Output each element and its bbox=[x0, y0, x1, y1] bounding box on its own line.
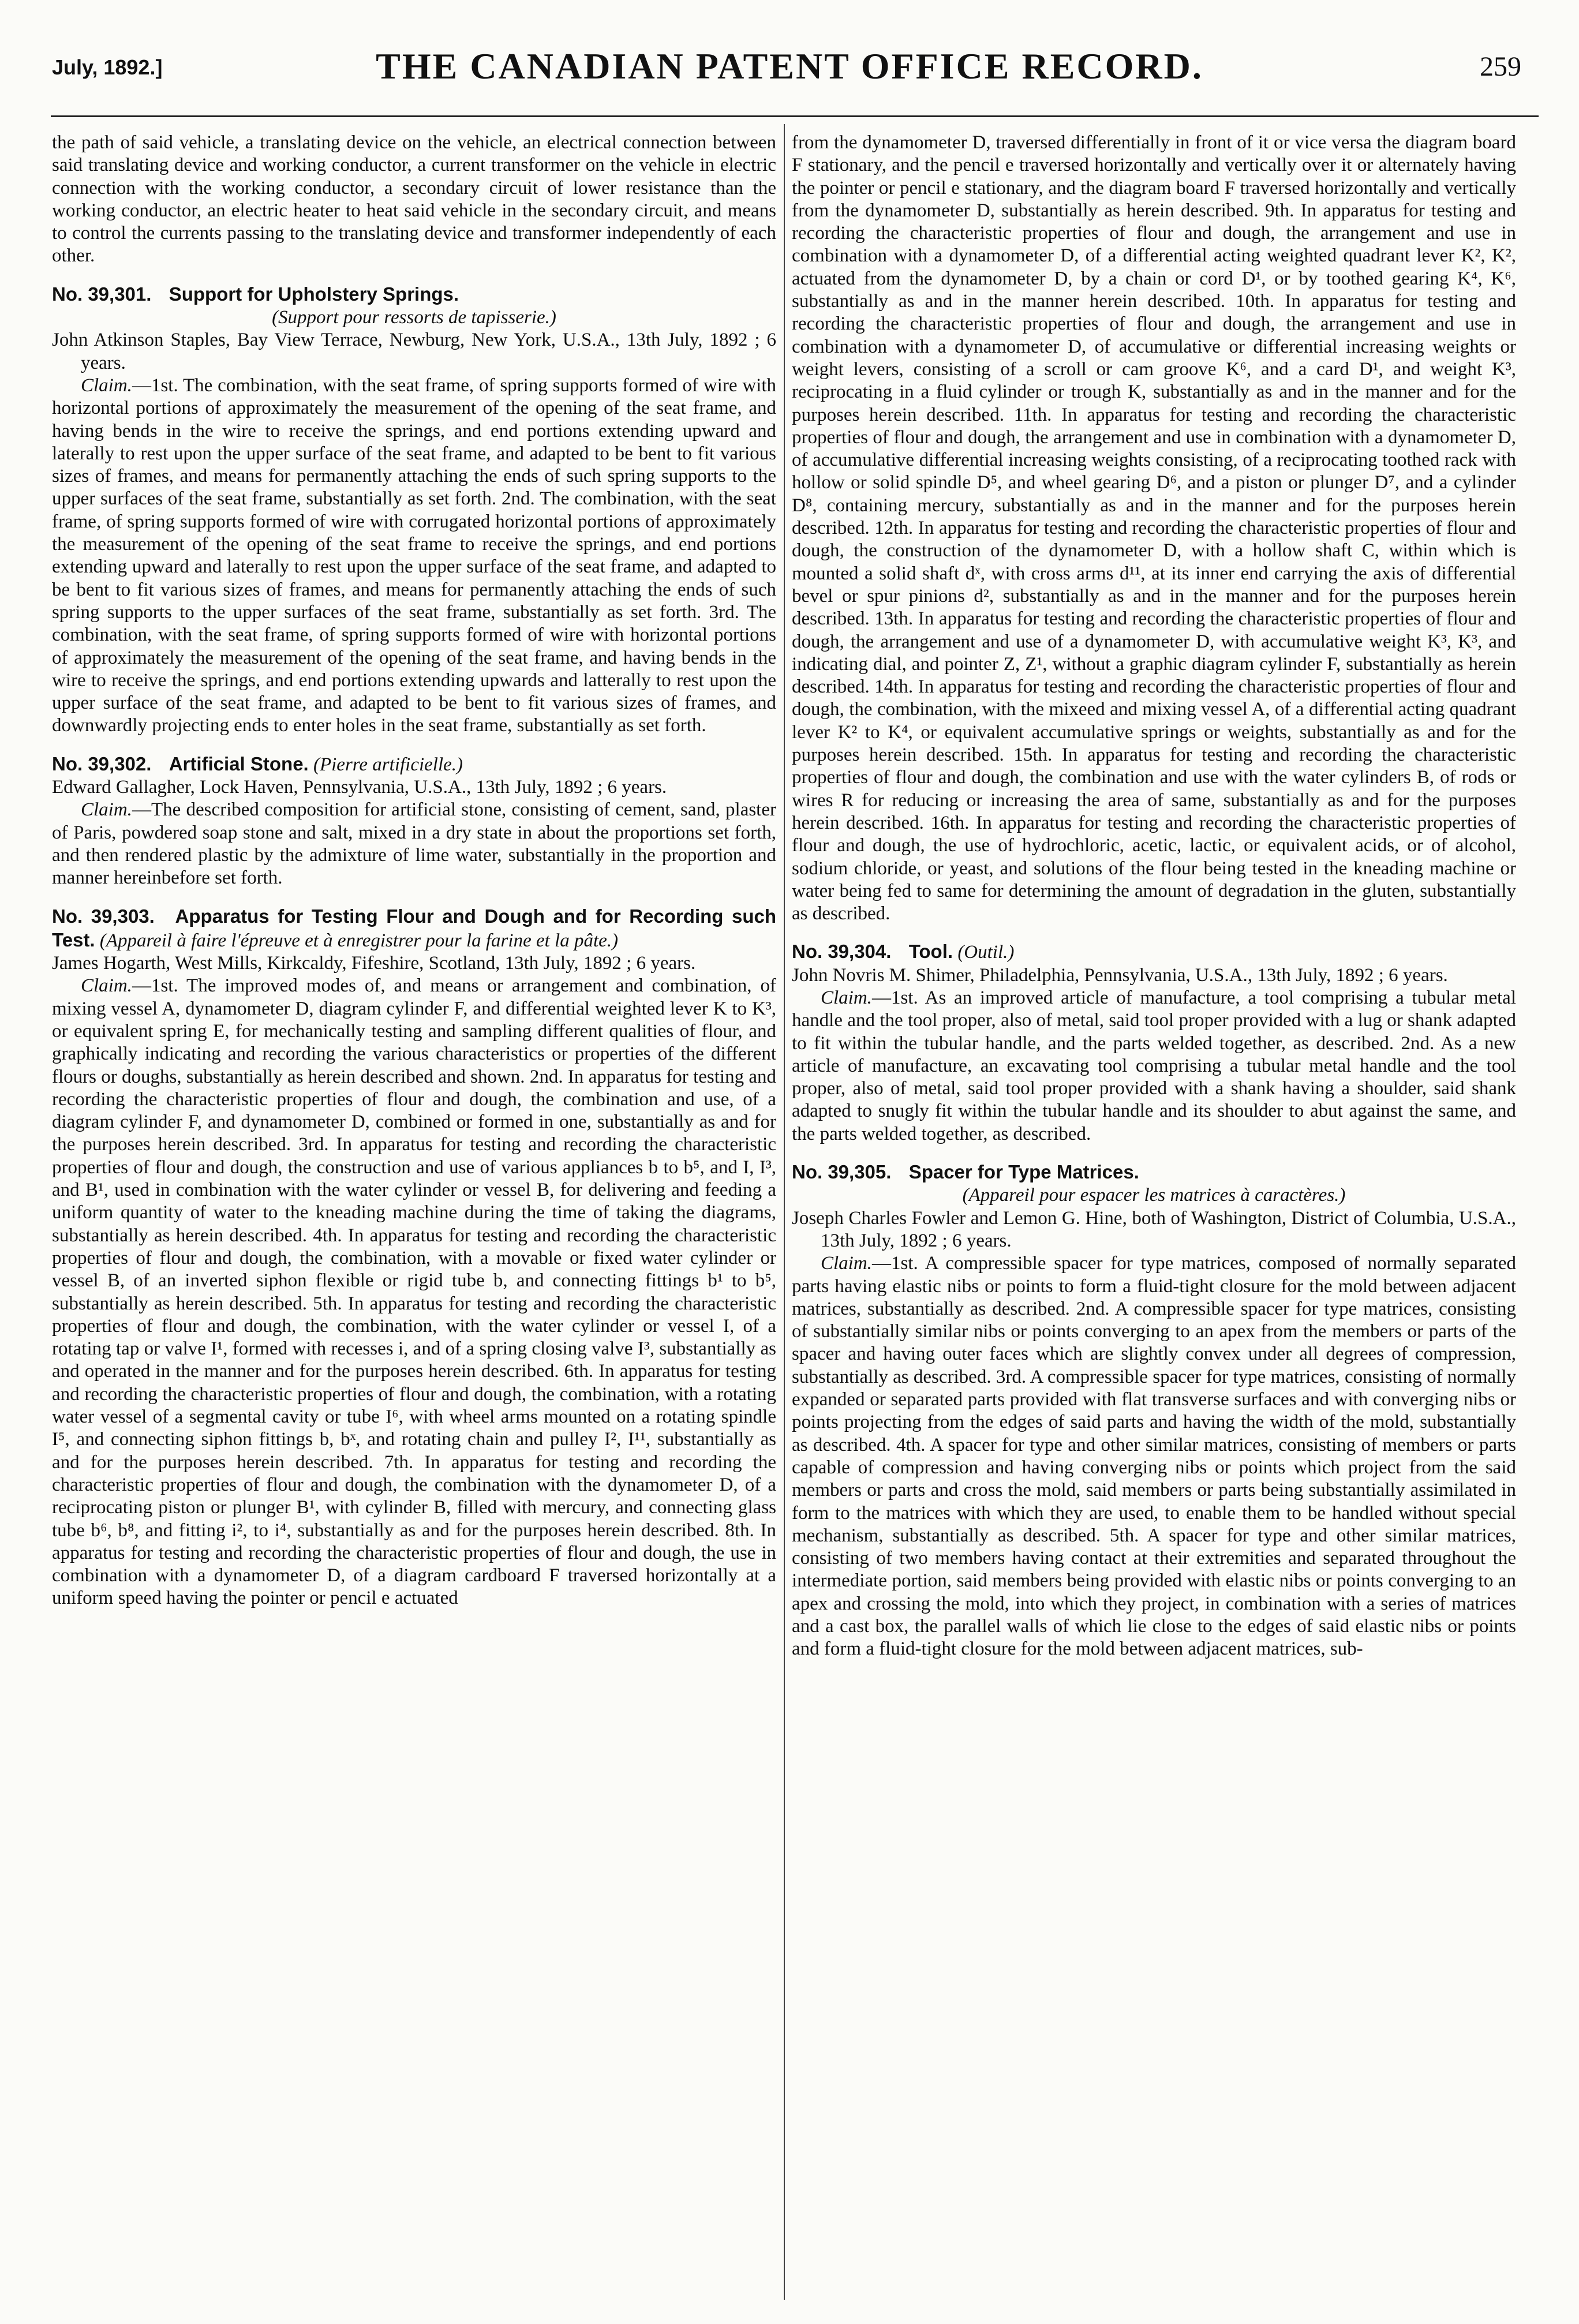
entry-french-title: (Outil.) bbox=[957, 942, 1015, 963]
entry-inventor: Joseph Charles Fowler and Lemon G. Hine, both of Washington, District of Columbia, U.S.A., 13th July, 1892 ; 6 years. bbox=[792, 1207, 1516, 1251]
header-date: July, 1892.] bbox=[52, 55, 163, 79]
claim-label: Claim. bbox=[821, 1253, 872, 1274]
page-header bbox=[35, 45, 1544, 91]
patent-entry-39303 bbox=[52, 905, 776, 1610]
continued-text: the path of said vehicle, a translating device on the vehicle, an electrical connection between said translating device and working conductor, a current transformer on the vehicle in electric connection with the working conductor, a secondary circuit of lower resistance than the working conductor, an electric heater to heat said vehicle in the secondary circuit, and means to control the currents passing to the translating device and transformer independently of each other. bbox=[52, 132, 776, 267]
entry-french-title: (Support pour ressorts de tapisserie.) bbox=[272, 307, 556, 328]
entry-number: No. 39,303. bbox=[52, 905, 155, 927]
continued-text: from the dynamometer D, traversed differentially in front of it or vice versa the diagram board F stationary, and the pencil e traversed horizontally and vertically over it or alternately having the pointer or pencil e stationary, and the diagram board F traversed horizontally and vertically from the dynamometer D, substantially as herein described. 9th. In apparatus for testing and recording the characteristic properties of flour and dough, the arrangement and use in combination with a dynamometer D, of a differential acting weighted quadrant lever K², K², actuated from the dynamometer D, by a chain or cord D¹, or by toothed gearing K⁴, K⁶, substantially as and in the manner herein described. 10th. In apparatus for testing and recording the characteristic properties of flour and dough, the arrangement and use in combination with a dynamometer D, of accumulative or differential increasing weights or weight levers, consisting of a scroll or cam groove K⁶, and a card D¹, and weight K³, reciprocating in a fluid cylinder or trough K, substantially as and in the manner and for the purposes herein described. 11th. In apparatus for testing and recording the characteristic properties of flour and dough, the arrangement and use in combination with a dynamometer D, of accumulative differential increasing weights consisting, of a reciprocating toothed rack with hollow or solid spindle D⁵, and wheel gearing D⁶, and a piston or plunger D⁷, and a cylinder D⁸, containing mercury, substantially as and in the manner and for the purposes herein described. 12th. In apparatus for testing and recording the characteristic properties of flour and dough, the construction of the dynamometer D, with a hollow shaft C, within which is mounted a solid shaft dˣ, with cross arms d¹¹, at its inner end carrying the axis of differential bevel or spur pinions d², substantially as and in the manner and for the purposes herein described. 13th. In apparatus for testing and recording the characteristic properties of flour and dough, the arrangement and use of a dynamometer D, with accumulative weight K³, K³, and indicating dial, and pointer Z, Z¹, without a graphic diagram cylinder F, substantially as herein described. 14th. In apparatus for testing and recording the characteristic properties of flour and dough, the combination, with the mixeed and mixing vessel A, of a differential acting quadrant lever K² to K⁴, or equivalent accumulative springs or weights, substantially as and for the purposes herein described. 15th. In apparatus for testing and recording the characteristic properties of flour and dough, the combination and use with the water cylinders B, of rods or wires R for reducing or increasing the area of same, substantially as and for the purposes herein described. 16th. In apparatus for testing and recording the characteristic properties of flour and dough, the use of hydrochloric, acetic, lactic, or equivalent acids, or of alcohol, sodium chloride, or yeast, and solutions of the flour being tested in the kneading machine or water being fed to same for determining the amount of degradation in the gluten, substantially as described. bbox=[792, 132, 1516, 925]
entry-title: Apparatus for Testing Flour and Dough and for Recording such Test. bbox=[52, 905, 776, 950]
entry-inventor: John Novris M. Shimer, Philadelphia, Pennsylvania, U.S.A., 13th July, 1892 ; 6 years. bbox=[792, 964, 1448, 986]
claim-label: Claim. bbox=[81, 975, 132, 997]
claim-label: Claim. bbox=[81, 375, 132, 396]
claim-text: —1st. As an improved article of manufacture, a tool comprising a tubular metal handle and the tool proper, also of metal, said tool proper provided with a lug or shank adapted to fit within the tubular handle, and the parts welded together, as described. 2nd. As a new article of manufacture, an excavating tool comprising a tubular metal handle and the tool proper, also of metal, said tool proper provided with a shank having a shoulder, said shank adapted to snugly fit within the tubular handle and its shoulder to abut against the same, and the parts welded together, as described. bbox=[792, 987, 1516, 1144]
entry-heading bbox=[52, 283, 776, 306]
patent-entry-39305 bbox=[792, 1161, 1516, 1661]
entry-claim bbox=[792, 987, 1516, 1146]
header-rule bbox=[51, 115, 1539, 117]
entry-title: Artificial Stone. bbox=[169, 753, 309, 774]
column-divider bbox=[784, 124, 785, 2300]
claim-label: Claim. bbox=[81, 799, 132, 821]
entry-claim bbox=[52, 799, 776, 889]
entry-number: No. 39,302. bbox=[52, 753, 152, 774]
patent-entry-39302 bbox=[52, 753, 776, 890]
entry-inventor: Edward Gallagher, Lock Haven, Pennsylvania, U.S.A., 13th July, 1892 ; 6 years. bbox=[52, 777, 667, 798]
entry-heading bbox=[52, 753, 776, 776]
entry-heading bbox=[792, 940, 1516, 964]
entry-claim bbox=[52, 975, 776, 1610]
entry-number: No. 39,304. bbox=[792, 941, 892, 963]
entry-title: Tool. bbox=[908, 941, 953, 963]
entry-french-title: (Appareil pour espacer les matrices à caractères.) bbox=[962, 1185, 1346, 1206]
claim-text: —1st. The improved modes of, and means or arrangement and combination, of mixing vessel A, dynamometer D, diagram cylinder F, and differential weighted lever K to K³, or equivalent spring E, for mechanically testing and sampling different qualities of flour, and graphically indicating and recording the various characteristics or properties of the different flours or doughs, substantially as herein described and shown. 2nd. In apparatus for testing and recording the characteristic properties of flour and dough, the combination and use, of a diagram cylinder F, and dynamometer D, combined or formed in one, substantially as and for the purposes herein described. 3rd. In apparatus for testing and recording the characteristic properties of flour and dough, the construction and use of various appliances b to b⁵, and I, I³, and B¹, used in combination with the water cylinder or vessel B, for delivering and feeding a uniform quantity of water to the kneading machine during the time of taking the diagrams, substantially as herein described. 4th. In apparatus for testing and recording the characteristic properties of flour and dough, the combination, with a movable or fixed water cylinder or vessel B, of an inverted siphon flexible or rigid tube b, and connecting fittings b¹ to b⁵, substantially as herein described. 5th. In apparatus for testing and recording the characteristic properties of flour and dough, the combination, with the water cylinder or vessel I, of a rotating tap or valve I¹, formed with recesses i, and of a spring closing valve I³, substantially as and operated in the manner and for the purposes herein described. 6th. In apparatus for testing and recording the characteristic properties of flour and dough, the combination, with a rotating water vessel of a segmental cavity or tube I⁶, with wheel arms mounted on a rotating spindle I⁵, and connecting siphon fittings b, bˣ, and rotating chain and pulley I², I¹¹, substantially as and for the purposes herein described. 7th. In apparatus for testing and recording the characteristic properties of flour and dough, the combination with the dynamometer D, of a reciprocating piston or plunger B¹, with cylinder B, filled with mercury, and connecting glass tube b⁶, b⁸, and fitting i², to i⁴, substantially as and for the purposes herein described. 8th. In apparatus for testing and recording the characteristic properties of flour and dough, the use in combination with a dynamometer D, of a diagram cardboard F traversed horizontally at a uniform speed having the pointer or pencil e actuated bbox=[52, 975, 776, 1609]
entry-french-title: (Appareil à faire l'épreuve et à enregistrer pour la farine et la pâte.) bbox=[99, 930, 618, 951]
page-number: 259 bbox=[1480, 51, 1521, 82]
entry-inventor: James Hogarth, West Mills, Kirkcaldy, Fifeshire, Scotland, 13th July, 1892 ; 6 years. bbox=[52, 953, 696, 974]
entry-number: No. 39,305. bbox=[792, 1161, 892, 1183]
claim-text: —The described composition for artificial stone, consisting of cement, sand, plaster of Paris, powdered soap stone and salt, mixed in a dry state in about the proportions set forth, and then rendered plastic by the admixture of lime water, substantially in the proportion and manner hereinbefore set forth. bbox=[52, 799, 776, 889]
patent-entry-39304 bbox=[792, 940, 1516, 1146]
entry-heading bbox=[792, 1161, 1516, 1184]
entry-title: Spacer for Type Matrices. bbox=[908, 1161, 1139, 1183]
entry-title: Support for Upholstery Springs. bbox=[169, 283, 459, 305]
patent-entry-39301 bbox=[52, 283, 776, 738]
entry-claim bbox=[52, 375, 776, 738]
entry-claim bbox=[792, 1252, 1516, 1660]
entry-heading bbox=[52, 905, 776, 953]
entry-inventor: John Atkinson Staples, Bay View Terrace, Newburg, New York, U.S.A., 13th July, 1892 ; 6 years. bbox=[52, 330, 776, 373]
claim-text: —1st. The combination, with the seat frame, of spring supports formed of wire with horizontal portions of approximately the measurement of the opening of the seat frame, and having bends in the wire to receive the springs, and end portions extending upward and laterally to rest upon the upper surface of the seat frame, and adapted to be bent to fit various sizes of frames, and means for permanently attaching the ends of such spring supports to the upper surfaces of the seat frame, substantially as set forth. 2nd. The combination, with the seat frame, of spring supports formed of wire with corrugated horizontal portions of approximately the measurement of the opening of the seat frame to receive the springs, and end portions extending upward and laterally to rest upon the upper surface of the seat frame, and adapted to be bent to fit various sizes of frames, and means for permanently attaching the ends of such spring supports to the upper surfaces of the seat frame, substantially as set forth. 3rd. The combination, with the seat frame, of spring supports formed of wire with horizontal portions of approximately the measurement of the opening of the seat frame, and having bends in the wire to receive the springs, and end portions extending upwards and latterally to rest upon the upper surface of the seat frame, and adapted to be bent to fit various sizes of frames, and downwardly projecting ends to enter holes in the seat frame, substantially as set forth. bbox=[52, 375, 776, 736]
header-title: THE CANADIAN PATENT OFFICE RECORD. bbox=[376, 46, 1203, 87]
entry-french-title: (Pierre artificielle.) bbox=[313, 754, 463, 775]
left-column bbox=[52, 132, 776, 2301]
claim-text: —1st. A compressible spacer for type matrices, composed of normally separated parts having elastic nibs or points to form a fluid-tight closure for the mold between adjacent matrices, substantially as described. 2nd. A compressible spacer for type matrices, consisting of substantially similar nibs or points converging to an apex from the members or parts of the spacer and having outer faces which are slightly convex under all degrees of compression, substantially as described. 3rd. A compressible spacer for type matrices, consisting of normally expanded or separated parts provided with flat transverse surfaces and with converging nibs or points projecting from the edges of said parts and having the width of the mold, substantially as described. 4th. A spacer for type and other similar matrices, consisting of members or parts capable of compression and having converging nibs or points which project from the said members or parts and cross the mold, said members or parts being substantially assimilated in form to the matrices with which they are used, to enable them to be handled without special mechanism, substantially as described. 5th. A spacer for type and other similar matrices, consisting of two members having contact at their extremities and separated throughout the intermediate portion, said members being provided with elastic nibs or points converging to an apex and crossing the mold, into which they project, in combination with a series of matrices and a cast box, the parallel walls of which lie close to the edges of said elastic nibs or points and form a fluid-tight closure for the mold between adjacent matrices, sub- bbox=[792, 1253, 1516, 1660]
entry-number: No. 39,301. bbox=[52, 283, 152, 305]
right-column bbox=[792, 132, 1516, 2301]
claim-label: Claim. bbox=[821, 987, 872, 1008]
